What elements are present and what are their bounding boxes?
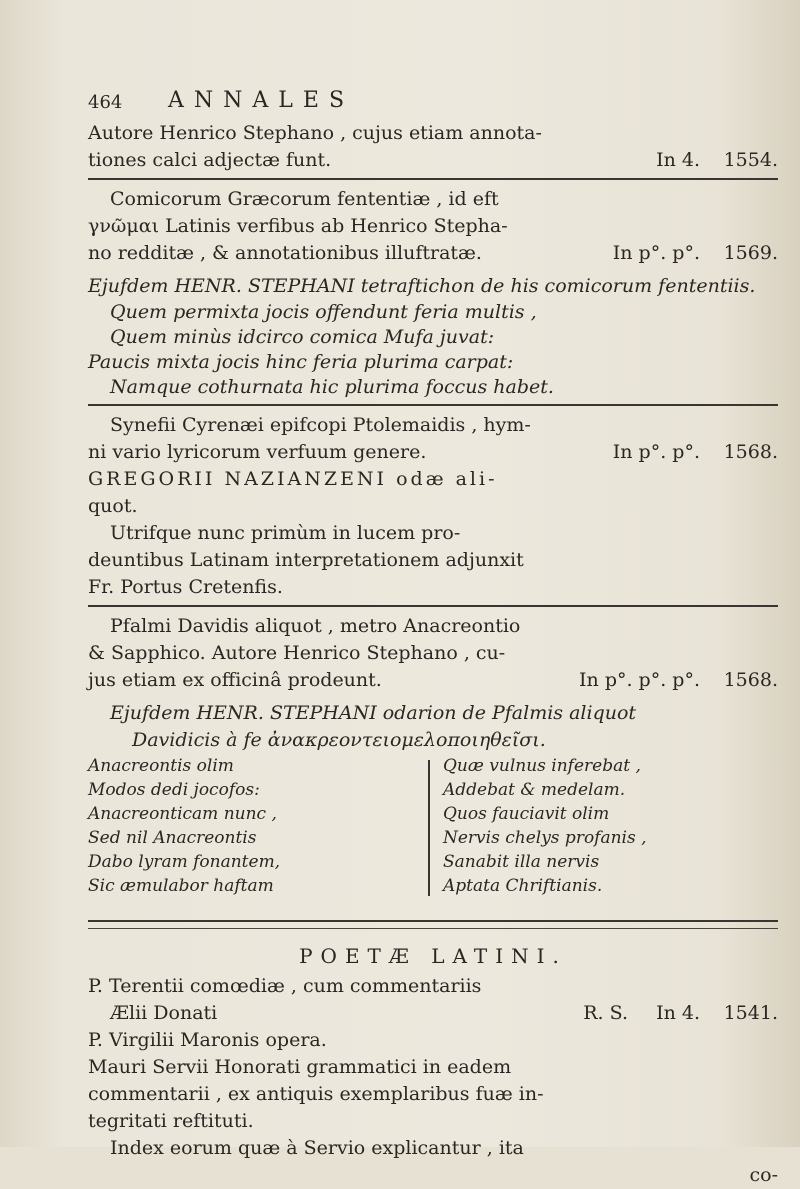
entry-title: Davidicis à fe ἀνακρεοντειομελοποιηθεῖσι.: [132, 729, 546, 751]
entry-line: commentarii , ex antiquis exemplaribus fuæ in-: [88, 1083, 544, 1105]
format: In p°. p°.: [612, 242, 700, 264]
catchword-line: [88, 1162, 778, 1189]
entry-line: Comicorum Græcorum fententiæ , id eft: [110, 188, 499, 210]
entry-line: Ælii Donati R. S. In 4. 1541.: [88, 1000, 778, 1027]
page-header: [88, 88, 778, 120]
divider: [88, 928, 778, 929]
entry-line: Mauri Servii Honorati grammatici in eadem: [88, 1056, 512, 1078]
verse-line: Modos dedi jocofos:: [88, 780, 260, 800]
verse-line: Dabo lyram fonantem,: [88, 852, 281, 872]
verse-column-left: [88, 754, 280, 898]
year: 1568.: [723, 669, 778, 691]
divider: [88, 920, 778, 922]
entry-line: Utrifque nunc primùm in lucem pro-: [110, 522, 461, 544]
entry-title: Ejufdem HENR. STEPHANI tetraftichon de his comicorum fententiis.: [88, 275, 756, 297]
verse-line: Quos fauciavit olim: [443, 804, 610, 824]
divider: [88, 605, 778, 607]
entry-line: Pfalmi Davidis aliquot , metro Anacreontio: [110, 615, 521, 637]
running-head: ANNALES: [168, 88, 355, 113]
year: 1541.: [723, 1002, 778, 1024]
year: 1554.: [723, 149, 778, 171]
verse-line: Sed nil Anacreontis: [88, 828, 257, 848]
verse-line: Aptata Chriftianis.: [443, 876, 603, 896]
entry-line: Autore Henrico Stephano , cujus etiam annota-: [88, 122, 542, 144]
catchword: co-: [749, 1164, 778, 1186]
format: In p°. p°. p°.: [579, 669, 700, 691]
format: In 4.: [656, 149, 700, 171]
verse-line: Quem permixta jocis offendunt feria multis ,: [110, 301, 537, 323]
divider: [88, 178, 778, 180]
verse-line: Anacreontis olim: [88, 756, 234, 776]
entry-line: [88, 973, 778, 1000]
entry-line: tiones calci adjectæ funt. In 4. 1554.: [88, 147, 778, 174]
verse-line: Anacreonticam nunc ,: [88, 804, 277, 824]
content: [88, 88, 778, 1189]
odarion-verses: [88, 754, 778, 916]
entry-line: jus etiam ex officinâ prodeunt. In p°. p°. p°. 1568.: [88, 667, 778, 694]
column-divider: [428, 760, 430, 896]
entry-line: Fr. Portus Cretenfis.: [88, 576, 283, 598]
entry-line: Synefii Cyrenæi epifcopi Ptolemaidis , hym-: [110, 414, 531, 436]
printer: R. S.: [583, 1002, 628, 1024]
format: In p°. p°.: [612, 441, 700, 463]
verse-line: Sanabit illa nervis: [443, 852, 600, 872]
year: 1568.: [723, 441, 778, 463]
verse-line: Nervis chelys profanis ,: [443, 828, 647, 848]
divider: [88, 404, 778, 406]
verse-line: Quem minùs idcirco comica Mufa juvat:: [110, 326, 495, 348]
verse-line: Paucis mixta jocis hinc feria plurima carpat:: [88, 351, 514, 373]
verse-line: Addebat & medelam.: [443, 780, 626, 800]
year: 1569.: [723, 242, 778, 264]
verse-line: Sic æmulabor haftam: [88, 876, 274, 896]
latini-entry: [88, 973, 778, 1189]
entry-line: Index eorum quæ à Servio explicantur , ita: [110, 1137, 524, 1159]
entry-line: quot.: [88, 495, 138, 517]
entry-line: & Sapphico. Autore Henrico Stephano , cu-: [88, 642, 506, 664]
page-number: 464: [88, 92, 123, 113]
entry-line: P. Virgilii Maronis opera.: [88, 1029, 327, 1051]
format: In 4.: [656, 1002, 700, 1024]
entry-line: ni vario lyricorum verfuum genere. In p°. p°. 1568.: [88, 439, 778, 466]
entry-first-line: P. Terentii comœdiæ , cum commentariis: [88, 975, 482, 997]
entry-title: Ejufdem HENR. STEPHANI odarion de Pfalmis aliquot: [110, 702, 637, 724]
entry-line: γνῶμαι Latinis verfibus ab Henrico Stepha-: [88, 215, 508, 237]
verse-line: Namque cothurnata hic plurima foccus habet.: [110, 376, 554, 398]
entry-line: GREGORII NAZIANZENI odæ ali-: [88, 468, 498, 490]
verse-column-right: [443, 754, 647, 898]
entry-line: no redditæ , & annotationibus illuftratæ. In p°. p°. 1569.: [88, 240, 778, 267]
section-title: POETÆ LATINI.: [299, 944, 567, 968]
entry-line: deuntibus Latinam interpretationem adjunxit: [88, 549, 524, 571]
verse-line: Quæ vulnus inferebat ,: [443, 756, 641, 776]
entry-line: tegritati reftituti.: [88, 1110, 254, 1132]
